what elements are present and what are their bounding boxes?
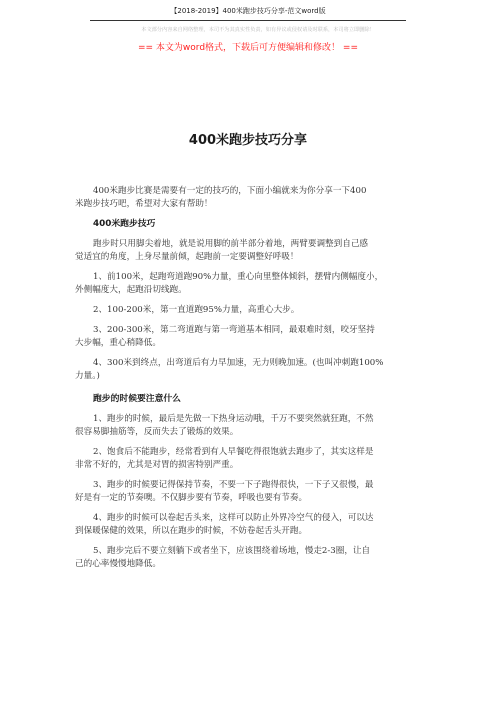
section-heading-technique: 400米跑步技巧 [93, 219, 156, 229]
technique-item-4-line-2: 力量。) [75, 371, 100, 381]
page-header [90, 6, 406, 21]
technique-item-1-line-2: 外侧幅度大，起跑沿切线跑。 [75, 285, 187, 295]
format-banner: == 本文为word格式，下载后可方便编辑和修改！ == [137, 43, 358, 53]
document-body [75, 185, 408, 571]
intro-line-1: 400米跑步比赛是需要有一定的技巧的，下面小编就来为你分享一下400 [93, 186, 367, 196]
notes-item-2-line-1: 2、饱食后不能跑步，经常看到有人早餐吃得很饱就去跑步了，其实这样是 [93, 447, 374, 457]
notes-item-3-line-1: 3、跑步的时候要记得保持节奏，不要一下子跑得很快，一下子又很慢，最 [93, 480, 374, 490]
notes-item-3-line-2: 好是有一定的节奏噢。不仅脚步要有节奏，呼吸也要有节奏。 [75, 493, 308, 503]
document-title: 400米跑步技巧分享 [188, 133, 308, 148]
section-heading-notes: 跑步的时候要注意什么 [93, 394, 181, 404]
technique-item-2: 2、100-200米，第一直道跑95%力量，高重心大步。 [93, 305, 300, 315]
notes-item-5-line-2: 己的心率慢慢地降低。 [75, 559, 161, 569]
notes-item-1-line-2: 很容易脚抽筋等，反而失去了锻炼的效果。 [75, 427, 239, 437]
disclaimer-notice: 本文部分内容来自网络整理，本司不为其真实性负责，如有异议或侵权请及时联系，本司将立即删除！ [141, 27, 375, 33]
notes-item-2-line-2: 非常不好的，尤其是对胃的损害特别严重。 [75, 460, 239, 470]
technique-item-3-line-1: 3、200-300米，第二弯道跑与第一弯道基本相同，最艰难时刻，咬牙坚持 [93, 325, 375, 335]
notes-item-1-line-1: 1、跑步的时候，最后是先做一下热身运动哦，千万不要突然就狂跑，不然 [93, 414, 374, 424]
intro-line-2: 米跑步技巧吧，希望对大家有帮助！ [75, 199, 213, 209]
technique-item-4-line-1: 4、300米到终点，出弯道后有力早加速，无力则晚加速。(也叫冲刺跑100% [93, 358, 384, 368]
technique-item-3-line-2: 大步幅，重心稍降低。 [75, 338, 161, 348]
notes-item-4-line-1: 4、跑步的时候可以卷起舌头来，这样可以防止外界冷空气的侵入，可以达 [93, 513, 374, 523]
technique-paragraph-line-1: 跑步时只用脚尖着地，就是说用脚的前半部分着地，两臂要调整到自己感 [93, 239, 369, 249]
header-title: 【2018-2019】400米跑步技巧分享-范文word版 [170, 7, 326, 15]
notes-item-5-line-1: 5、跑步完后不要立刻躺下或者坐下，应该围绕着场地，慢走2-3圈，让自 [93, 546, 371, 556]
technique-paragraph-line-2: 觉适宜的角度，上身尽量前倾，起跑前一定要调整好呼吸！ [75, 252, 299, 262]
technique-item-1-line-1: 1、前100米，起跑弯道跑90%力量，重心向里整体倾斜，摆臂内侧幅度小， [93, 272, 384, 282]
notes-item-4-line-2: 到保暖保健的效果，所以在跑步的时候，不妨卷起舌头开跑。 [75, 526, 308, 536]
